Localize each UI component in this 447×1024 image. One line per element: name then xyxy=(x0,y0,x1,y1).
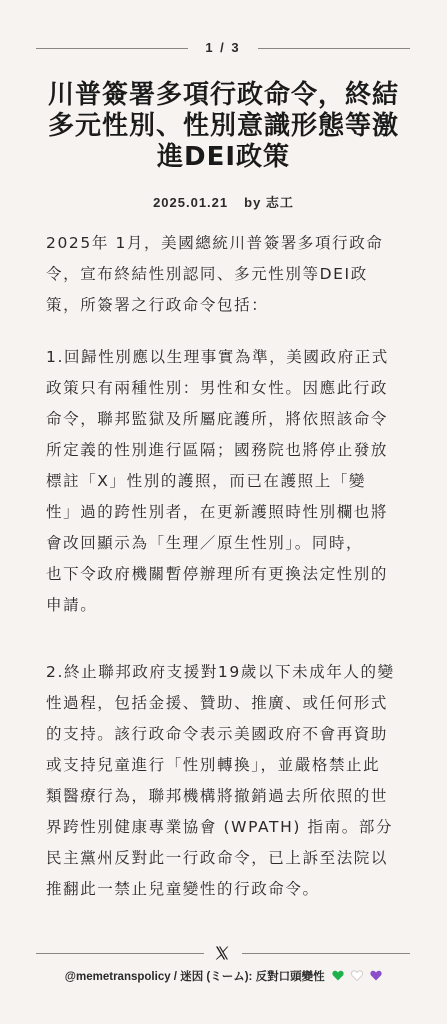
paragraph-line: 申請。 xyxy=(46,596,98,614)
paragraph-line: 也下令政府機關暫停辦理所有更換法定性別的 xyxy=(46,565,389,583)
page-indicator: 1 / 3 xyxy=(205,40,241,55)
footer xyxy=(0,968,447,984)
paragraph-line: 性過程，包括金援、贊助、推廣、或任何形式 xyxy=(46,694,389,712)
paragraph-line: 的支持。該行政命令表示美國政府不會再資助 xyxy=(46,725,389,743)
green-heart-icon xyxy=(332,970,344,981)
top-divider xyxy=(0,38,447,58)
paragraph-intro xyxy=(46,228,406,321)
paragraph-line: 1.回歸性別應以生理事實為準，美國政府正式 xyxy=(46,348,389,366)
bottom-divider xyxy=(0,944,447,964)
paragraph-line: 標註「X」性別的護照，而已在護照上「變 xyxy=(46,472,367,490)
paragraph-item-2 xyxy=(46,657,406,905)
paragraph-line: 或支持兒童進行「性別轉換」，並嚴格禁止此 xyxy=(46,756,381,774)
article-title xyxy=(30,80,417,173)
title-line: 多元性別、性別意識形態等激 xyxy=(47,111,399,141)
paragraph-line: 政策只有兩種性別：男性和女性。因應此行政 xyxy=(46,379,389,397)
divider-line-left xyxy=(36,953,204,954)
white-heart-icon xyxy=(351,970,363,981)
paragraph-line: 界跨性別健康專業協會 (WPATH) 指南。部分 xyxy=(46,818,394,836)
author: by 志工 xyxy=(244,195,294,210)
paragraph-line: 令，宣布終結性別認同、多元性別等DEI政 xyxy=(46,265,368,283)
paragraph-line: 性」過的跨性別者，在更新護照時性別欄也將 xyxy=(46,503,389,521)
footer-text: @memetranspolicy / 迷因 (ミーム): 反對口頭變性 xyxy=(64,971,325,983)
x-logo-icon xyxy=(214,945,230,961)
paragraph-line: 命令，聯邦監獄及所屬庇護所，將依照該命令 xyxy=(46,410,389,428)
divider-line-right xyxy=(242,953,410,954)
title-line: 川普簽署多項行政命令，終結 xyxy=(47,80,399,110)
paragraph-item-1 xyxy=(46,342,406,621)
paragraph-line: 策，所簽署之行政命令包括： xyxy=(46,296,269,314)
paragraph-line: 2025年 1月，美國總統川普簽署多項行政命 xyxy=(46,234,384,252)
paragraph-line: 所定義的性別進行區隔；國務院也將停止發放 xyxy=(46,441,389,459)
divider-line-left xyxy=(36,48,188,49)
paragraph-line: 民主黨州反對此一行政命令，已上訴至法院以 xyxy=(46,849,389,867)
title-line: 進DEI政策 xyxy=(156,142,291,172)
paragraph-line: 會改回顯示為「生理／原生性別」。同時， xyxy=(46,534,364,552)
publish-date: 2025.01.21 xyxy=(153,195,229,210)
divider-line-right xyxy=(258,48,410,49)
paragraph-line: 2.終止聯邦政府支援對19歲以下未成年人的變 xyxy=(46,663,395,681)
paragraph-line: 推翻此一禁止兒童變性的行政命令。 xyxy=(46,880,320,898)
paragraph-line: 類醫療行為，聯邦機構將撤銷過去所依照的世 xyxy=(46,787,389,805)
purple-heart-icon xyxy=(370,970,382,981)
article-meta xyxy=(0,192,447,211)
